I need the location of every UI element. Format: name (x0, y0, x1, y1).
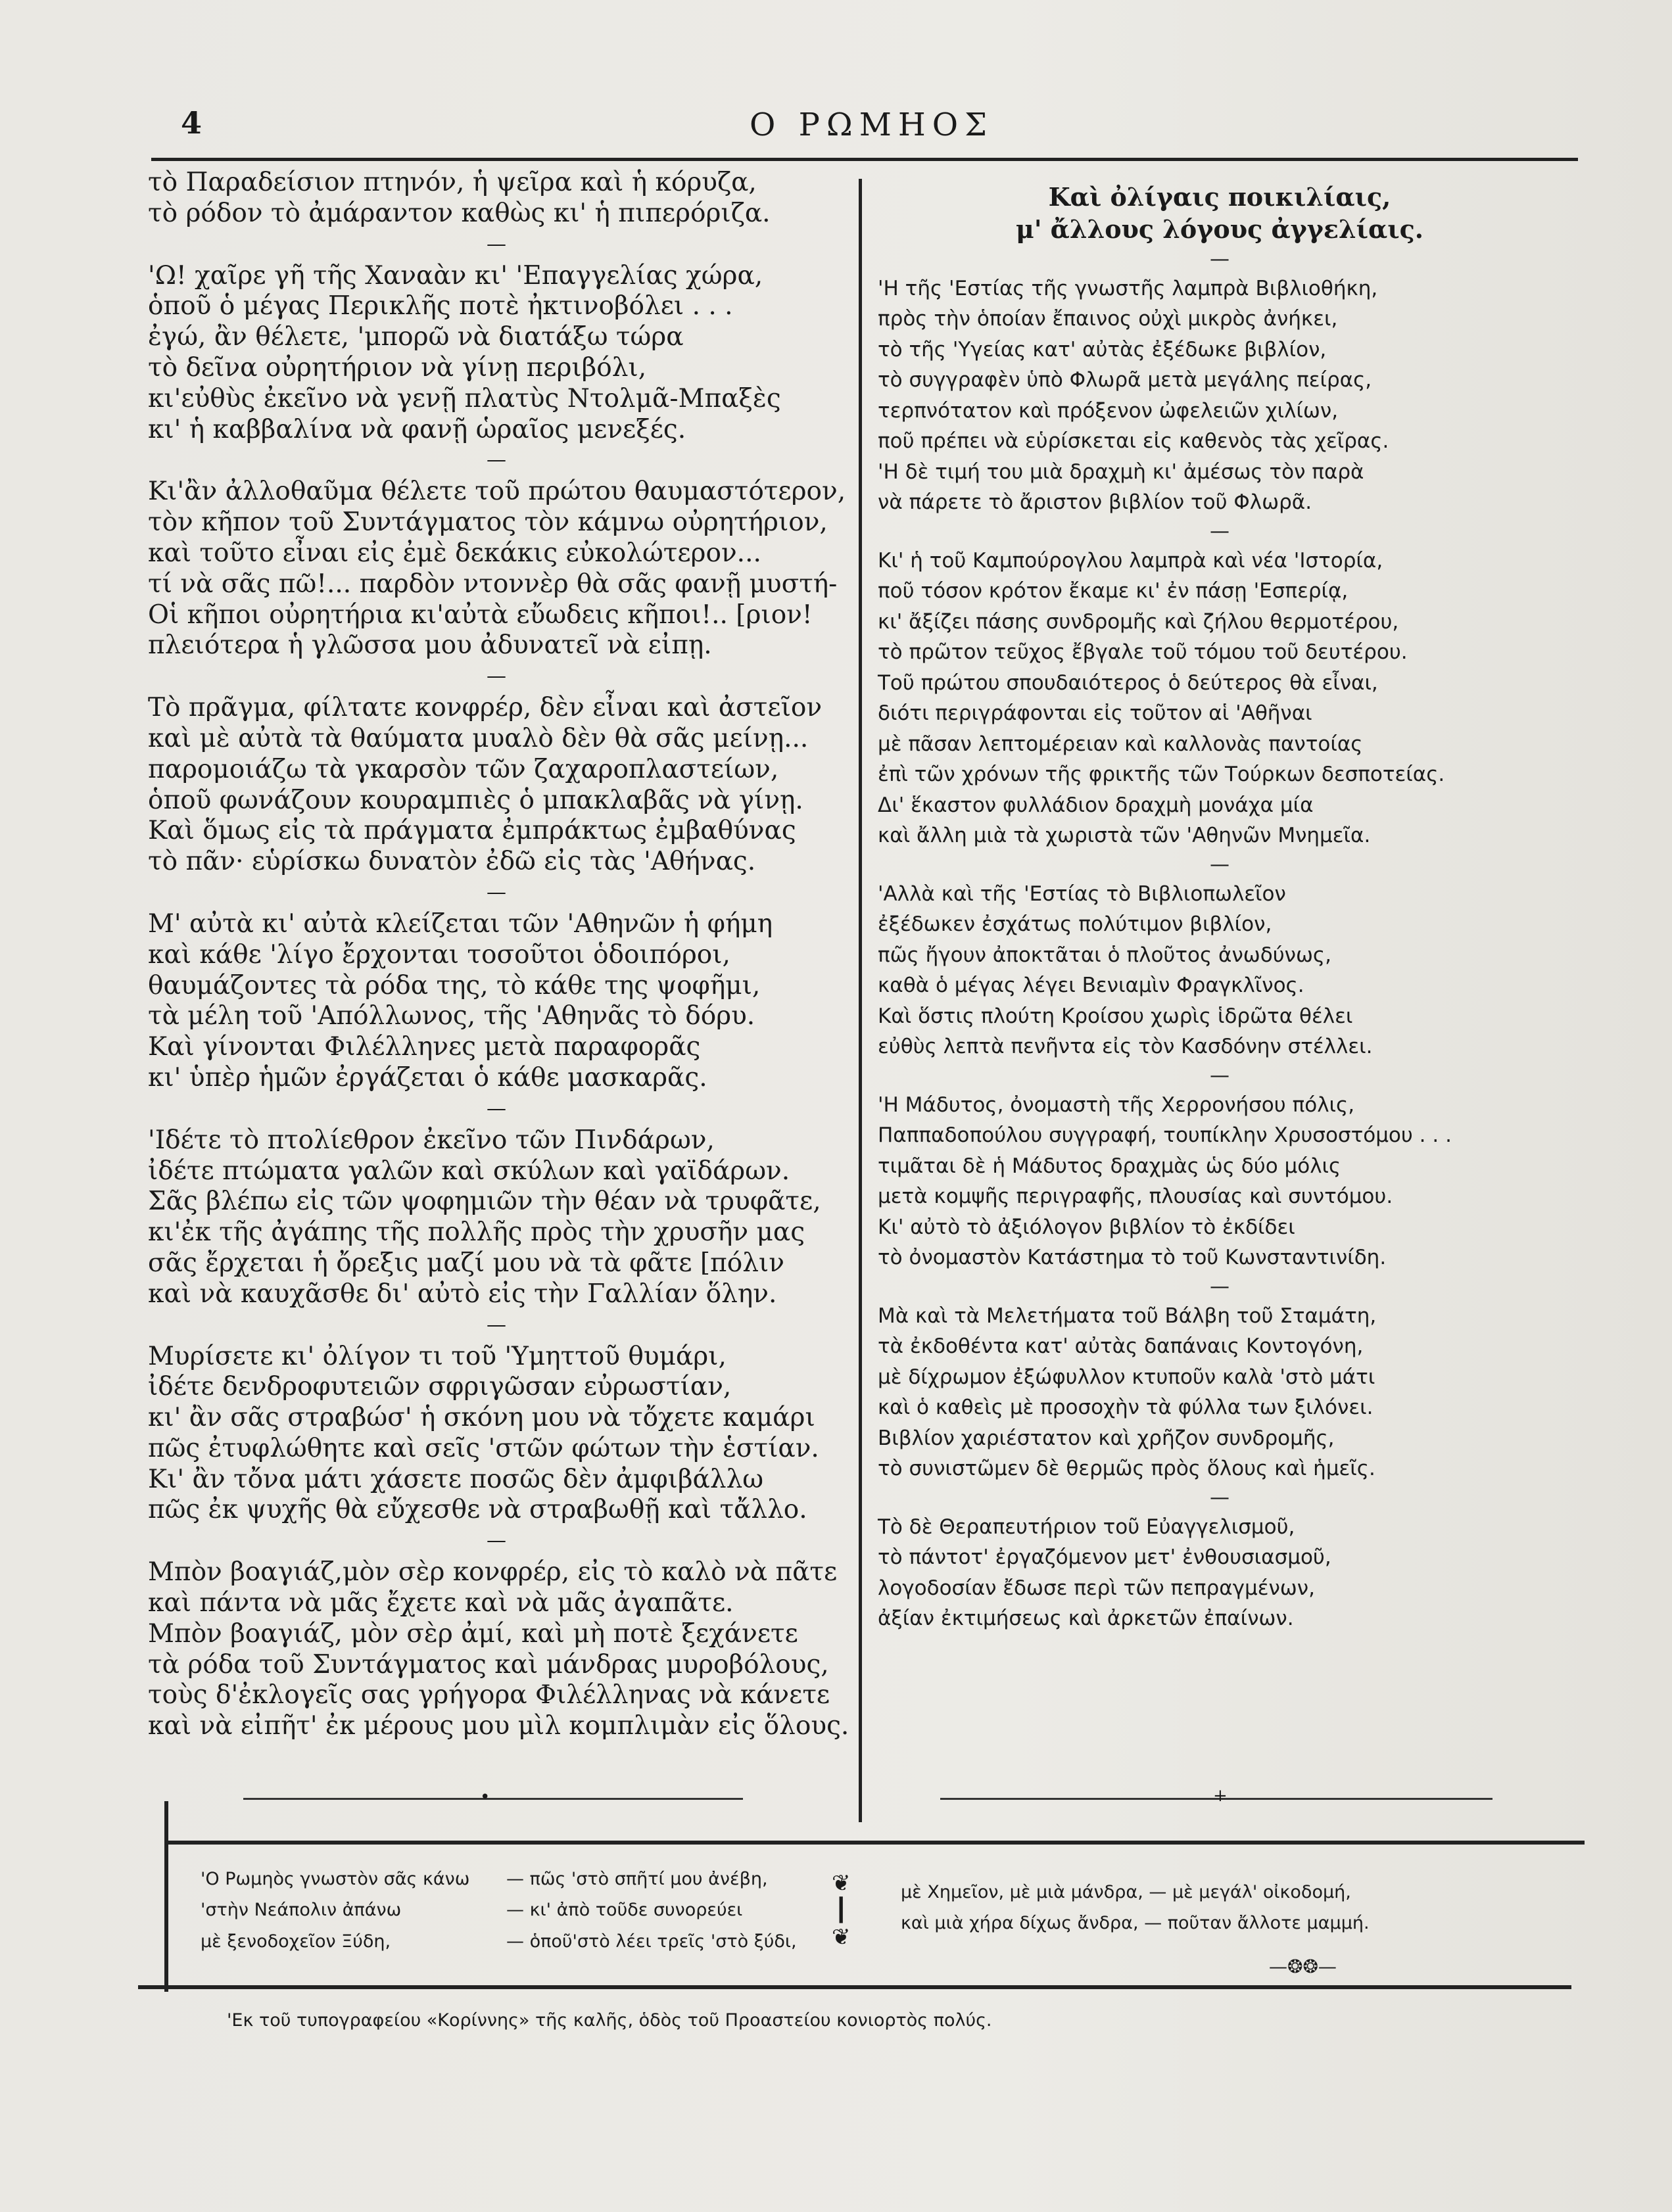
verse-line: καὶ κάθε 'λίγο ἔρχονται τοσοῦτοι ὁδοιπόροι, (148, 939, 730, 970)
stanza-separator: — (487, 665, 506, 688)
verse-line: καθὰ ὁ μέγας λέγει Βενιαμὶν Φραγκλῖνος. (878, 974, 1304, 998)
verse-line: τὸ πρῶτον τεῦχος ἔβγαλε τοῦ τόμου τοῦ δευτέρου. (878, 640, 1408, 665)
header-rule (151, 158, 1578, 161)
stanza-separator: — (1210, 1486, 1230, 1509)
stanza-separator: — (487, 880, 506, 904)
stanza (148, 1125, 845, 1310)
verse-line: τὸ ρόδον τὸ ἀμάραντον καθὼς κι' ἡ πιπερόριζα. (148, 198, 771, 228)
page-number: 4 (181, 105, 203, 141)
left-end-rule (243, 1798, 743, 1800)
stanza (878, 879, 1562, 1062)
verse-line: πῶς ἤγουν ἀποκτᾶται ὁ πλοῦτος ἀνωδύνως, (878, 943, 1331, 967)
verse-line: τὸ τῆς 'Υγείας κατ' αὐτὰς ἐξέδωκε βιβλίον, (878, 337, 1327, 362)
verse-line: 'Η δὲ τιμή του μιὰ δραχμὴ κι' ἀμέσως τὸν παρὰ (878, 459, 1364, 484)
verse-line: Δι' ἕκαστον φυλλάδιον δραχμὴ μονάχα μία (878, 793, 1314, 817)
column-divider (859, 179, 862, 1822)
stanza-separator: — (1210, 519, 1230, 543)
stanza (148, 477, 845, 661)
verse-line: πρὸς τὴν ὁποίαν ἔπαινος οὐχὶ μικρὸς ἀνήκει, (878, 307, 1338, 331)
stanza-separator: — (487, 232, 506, 256)
printer-imprint: 'Εκ τοῦ τυπογραφείου «Κορίννης» τῆς καλῆς, ὁδὸς τοῦ Προαστείου κονιορτὸς πολύς. (227, 2010, 992, 2031)
footer-ornament-icon: ❦ ┃ ❦ (832, 1870, 851, 1950)
footer-line: — πῶς 'στὸ σπῆτί μου ἀνέβη, (506, 1869, 768, 1889)
verse-line: 'Η τῆς 'Εστίας τῆς γνωστῆς λαμπρὰ Βιβλιοθήκη, (878, 276, 1378, 300)
verse-line: 'Η Μάδυτος, ὀνομαστὴ τῆς Χερρονήσου πόλις, (878, 1093, 1355, 1117)
verse-line: καὶ ὁ καθεὶς μὲ προσοχὴν τὰ φύλλα των ξιλόνει. (878, 1396, 1373, 1420)
stanza-separator: — (487, 1096, 506, 1120)
footer-line: μὲ ξενοδοχεῖον Ξύδη, (201, 1931, 391, 1952)
footer-verse-right (901, 1877, 1370, 1939)
stanza (148, 168, 845, 229)
verse-line: λογοδοσίαν ἔδωσε περὶ τῶν πεπραγμένων, (878, 1576, 1315, 1600)
verse-line: Βιβλίον χαριέστατον καὶ χρῆζον συνδρομῆς, (878, 1426, 1335, 1450)
verse-line: Μπὸν βοαγιάζ, μὸν σὲρ ἀμί, καὶ μὴ ποτὲ ξεχάνετε (148, 1618, 798, 1649)
verse-line: Καὶ ὅμως εἰς τὰ πράγματα ἐμπράκτως ἐμβαθύνας (148, 816, 796, 846)
verse-line: εὐθὺς λεπτὰ πενῆντα εἰς τὸν Κασδόνην στέλλει. (878, 1035, 1373, 1059)
verse-line: καὶ ἄλλη μιὰ τὰ χωριστὰ τῶν 'Αθηνῶν Μνημεῖα. (878, 824, 1371, 848)
footer-top-rule (164, 1841, 1585, 1845)
verse-line: ἰδέτε δενδροφυτειῶν σφριγῶσαν εὐρωστίαν, (148, 1372, 732, 1402)
verse-line: κι'εὐθὺς ἐκεῖνο νὰ γενῇ πλατὺς Ντολμᾶ-Μπαξὲς (148, 383, 781, 413)
verse-line: τὸ συνιστῶμεν δὲ θερμῶς πρὸς ὅλους καὶ ἡμεῖς. (878, 1457, 1375, 1481)
verse-line: κι' ἡ καββαλίνα νὰ φανῇ ὡραῖος μενεξές. (148, 414, 686, 444)
verse-line: Κι' αὐτὸ τὸ ἀξιόλογον βιβλίον τὸ ἐκδίδει (878, 1215, 1295, 1239)
verse-line: Κι'ἂν ἀλλοθαῦμα θέλετε τοῦ πρώτου θαυμαστότερον, (148, 477, 846, 507)
right-column-notices (878, 168, 1562, 1634)
stanza-separator: — (1210, 853, 1230, 876)
verse-line: σᾶς ἔρχεται ἡ ὄρεξις μαζί μου νὰ τὰ φᾶτε [πόλιν (148, 1248, 784, 1278)
verse-line: τὸ πᾶν· εὑρίσκω δυνατὸν ἐδῶ εἰς τὰς 'Αθήνας. (148, 847, 756, 877)
stanza (878, 546, 1562, 851)
footer-verse-left-a (201, 1864, 469, 1957)
verse-line: Τὸ δὲ Θεραπευτήριον τοῦ Εὐαγγελισμοῦ, (878, 1515, 1295, 1539)
footer-bottom-rule (138, 1985, 1571, 1989)
verse-line: Σᾶς βλέπω εἰς τῶν ψοφημιῶν τὴν θέαν νὰ τρυφᾶτε, (148, 1187, 821, 1217)
verse-line: μετὰ κομψῆς περιγραφῆς, πλουσίας καὶ συντόμου. (878, 1185, 1393, 1209)
verse-line: πῶς ἐκ ψυχῆς θὰ εὔχεσθε νὰ στραβωθῇ καὶ τἄλλο. (148, 1495, 807, 1525)
right-end-ornament: + (1213, 1786, 1228, 1806)
verse-line: πῶς ἐτυφλώθητε καὶ σεῖς 'στῶν φώτων τὴν ἑστίαν. (148, 1433, 819, 1463)
verse-line: τοὺς δ'ἐκλογεῖς σας γρήγορα Φιλέλληνας νὰ κάνετε (148, 1680, 830, 1710)
verse-line: Παππαδοπούλου συγγραφή, τουπίκλην Χρυσοστόμου . . . (878, 1123, 1452, 1148)
footer-box (164, 1841, 1585, 1979)
verse-line: κι' ἄξίζει πάσης συνδρομῆς καὶ ζήλου θερμοτέρου, (878, 609, 1399, 634)
stanza (878, 273, 1562, 518)
verse-line: ὁποῦ φωνάζουν κουραμπιὲς ὁ μπακλαβᾶς νὰ γίνῃ. (148, 785, 803, 815)
verse-line: 'Ω! χαῖρε γῆ τῆς Χαναὰν κι' 'Επαγγελίας χώρα, (148, 260, 763, 291)
stanza (148, 1342, 845, 1526)
stanza (148, 261, 845, 446)
stanza (148, 909, 845, 1094)
verse-line: ἰδέτε πτώματα γαλῶν καὶ σκύλων καὶ γαϊδάρων. (148, 1156, 790, 1186)
footer-verse-left-b (506, 1864, 797, 1957)
stanza-separator: — (487, 448, 506, 472)
verse-line: μὲ πᾶσαν λεπτομέρειαν καὶ καλλονὰς παντοίας (878, 732, 1363, 756)
stanza (878, 1301, 1562, 1484)
verse-line: καὶ νὰ εἰπῆτ' ἐκ μέρους μου μὶλ κομπλιμὰν εἰς ὅλους. (148, 1711, 849, 1741)
stanza (148, 1557, 849, 1742)
verse-line: Καὶ γίνονται Φιλέλληνες μετὰ παραφορᾶς (148, 1032, 701, 1062)
verse-line: Μ' αὐτὰ κι' αὐτὰ κλείζεται τῶν 'Αθηνῶν ἡ φήμη (148, 908, 773, 939)
verse-line: πλειότερα ἡ γλῶσσα μου ἀδυνατεῖ νὰ εἰπῃ. (148, 630, 712, 661)
verse-line: καὶ πάντα νὰ μᾶς ἔχετε καὶ νὰ μᾶς ἀγαπᾶτε. (148, 1588, 734, 1618)
footer-line: 'Ο Ρωμηὸς γνωστὸν σᾶς κάνω (201, 1869, 470, 1889)
section-title (878, 181, 1562, 246)
verse-line: ἐξέδωκεν ἐσχάτως πολύτιμον βιβλίον, (878, 912, 1272, 937)
footer-line: καὶ μιὰ χήρα δίχως ἄνδρα, — ποῦταν ἄλλοτε μαμμή. (901, 1913, 1370, 1934)
verse-line: παρομοιάζω τὰ γκαρσὸν τῶν ζαχαροπλαστείων, (148, 754, 779, 784)
verse-line: ἀξίαν ἐκτιμήσεως καὶ ἀρκετῶν ἐπαίνων. (878, 1607, 1294, 1631)
masthead-title: Ο ΡΩΜΗΟΣ (750, 106, 993, 143)
verse-line: Οἱ κῆποι οὐρητήρια κι'αὐτὰ εὔωδεις κῆποι!.. [ριον! (148, 600, 813, 630)
stanza (878, 1090, 1562, 1273)
verse-line: κι'ἐκ τῆς ἀγάπης τῆς πολλῆς πρὸς τὴν χρυσῆν μας (148, 1217, 805, 1248)
stanza-separator: — (1210, 1275, 1230, 1298)
verse-line: ἐγώ, ἂν θέλετε, 'μπορῶ νὰ διατάξω τώρα (148, 322, 684, 352)
verse-line: μὲ δίχρωμον ἐξώφυλλον κτυποῦν καλὰ 'στὸ μάτι (878, 1365, 1375, 1389)
footer-line: μὲ Χημεῖον, μὲ μιὰ μάνδρα, — μὲ μεγάλ' οἰκοδομή, (901, 1882, 1351, 1902)
verse-line: διότι περιγράφονται εἰς τοῦτον αἱ 'Αθῆναι (878, 701, 1312, 726)
verse-line: τὸν κῆπον τοῦ Συντάγματος τὸν κάμνω οὐρητήριον, (148, 507, 828, 538)
verse-line: τὰ ρόδα τοῦ Συντάγματος καὶ μάνδρας μυροβόλους, (148, 1649, 829, 1680)
verse-line: καὶ νὰ καυχᾶσθε δι' αὐτὸ εἰς τὴν Γαλλίαν ὅλην. (148, 1279, 777, 1309)
verse-line: Μὰ καὶ τὰ Μελετήματα τοῦ Βάλβη τοῦ Σταμάτη, (878, 1304, 1377, 1328)
verse-line: τί νὰ σᾶς πῶ!... παρδὸν ντοννὲρ θὰ σᾶς φανῇ μυστή- (148, 569, 838, 599)
verse-line: τιμᾶται δὲ ἡ Μάδυτος δραχμὰς ὡς δύο μόλις (878, 1154, 1341, 1178)
stanza (878, 1512, 1562, 1634)
left-column-poem (148, 168, 849, 1742)
stanza (148, 693, 845, 878)
footer-line: — κι' ἀπὸ τοῦδε συνορεύει (506, 1900, 743, 1921)
verse-line: καὶ μὲ αὐτὰ τὰ θαύματα μυαλὸ δὲν θὰ σᾶς μείνῃ... (148, 723, 809, 753)
verse-line: ποῦ τόσον κρότον ἔκαμε κι' ἐν πάσῃ 'Εσπερίᾳ, (878, 579, 1349, 603)
notices-list (878, 247, 1562, 1634)
verse-line: 'Αλλὰ καὶ τῆς 'Εστίας τὸ Βιβλιοπωλεῖον (878, 882, 1286, 906)
verse-line: τὸ πάντοτ' ἐργαζόμενον μετ' ἐνθουσιασμοῦ, (878, 1545, 1331, 1570)
verse-line: ὁποῦ ὁ μέγας Περικλῆς ποτὲ ἠκτινοβόλει . . . (148, 291, 733, 321)
verse-line: καὶ τοῦτο εἶναι εἰς ἐμὲ δεκάκις εὐκολώτερον... (148, 538, 761, 568)
verse-line: νὰ πάρετε τὸ ἄριστον βιβλίον τοῦ Φλωρᾶ. (878, 490, 1312, 515)
verse-line: ἐπὶ τῶν χρόνων τῆς φρικτῆς τῶν Τούρκων δεσποτείας. (878, 763, 1445, 787)
footer-flourish-icon: —❂❂— (1269, 1956, 1337, 1977)
stanza-separator: — (487, 1529, 506, 1553)
verse-line: Μυρίσετε κι' ὀλίγον τι τοῦ 'Υμηττοῦ θυμάρι, (148, 1341, 727, 1371)
verse-line: θαυμάζοντες τὰ ρόδα της, τὸ κάθε της ψοφῆμι, (148, 970, 761, 1000)
verse-line: τὸ ὀνομαστὸν Κατάστημα τὸ τοῦ Κωνσταντινίδη. (878, 1246, 1387, 1270)
verse-line: ποῦ πρέπει νὰ εὑρίσκεται εἰς καθενὸς τὰς χεῖρας. (878, 429, 1389, 454)
verse-line: Τὸ πρᾶγμα, φίλτατε κονφρέρ, δὲν εἶναι καὶ ἀστεῖον (148, 693, 823, 723)
left-end-ornament: • (480, 1787, 490, 1807)
stanza-separator: — (487, 1313, 506, 1336)
verse-line: τὸ συγγραφὲν ὑπὸ Φλωρᾶ μετὰ μεγάλης πείρας, (878, 368, 1372, 392)
verse-line: Κι' ἂν τὄνα μάτι χάσετε ποσῶς δὲν ἀμφιβάλλω (148, 1464, 764, 1494)
footer-left-bar (164, 1801, 168, 1992)
stanza-separator: — (1210, 247, 1230, 271)
verse-line: τὰ ἐκδοθέντα κατ' αὐτὰς δαπάναις Κοντογόνη, (878, 1334, 1364, 1359)
verse-line: 'Ιδέτε τὸ πτολίεθρον ἐκεῖνο τῶν Πινδάρων, (148, 1125, 715, 1155)
verse-line: Τοῦ πρώτου σπουδαιότερος ὁ δεύτερος θὰ εἶναι, (878, 671, 1378, 695)
verse-line: κι' ὑπὲρ ἡμῶν ἐργάζεται ὁ κάθε μασκαρᾶς. (148, 1062, 707, 1093)
section-title-line: Καὶ ὀλίγαις ποικιλίαις, (1048, 182, 1391, 212)
verse-line: τὰ μέλη τοῦ 'Απόλλωνος, τῆς 'Αθηνᾶς τὸ δόρυ. (148, 1001, 755, 1031)
verse-line: Κι' ἡ τοῦ Καμπούρογλου λαμπρὰ καὶ νέα 'Ιστορία, (878, 548, 1383, 573)
verse-line: Μπὸν βοαγιάζ,μὸν σὲρ κονφρέρ, εἰς τὸ καλὸ νὰ πᾶτε (148, 1557, 838, 1588)
verse-line: τὸ δεῖνα οὐρητήριον νὰ γίνῃ περιβόλι, (148, 352, 647, 383)
stanza-separator: — (1210, 1064, 1230, 1087)
verse-line: τερπνότατον καὶ πρόξενον ὠφελειῶν χιλίων, (878, 398, 1339, 423)
verse-line: κι' ἂν σᾶς στραβώσ' ἡ σκόνη μου νὰ τὄχετε καμάρι (148, 1403, 815, 1433)
footer-line: — ὁποῦ'στὸ λέει τρεῖς 'στὸ ξύδι, (506, 1931, 797, 1952)
verse-line: τὸ Παραδείσιον πτηνόν, ἡ ψεῖρα καὶ ἡ κόρυζα, (148, 168, 757, 197)
footer-line: 'στὴν Νεάπολιν ἀπάνω (201, 1900, 402, 1921)
section-title-line: μ' ἄλλους λόγους ἀγγελίαις. (1016, 214, 1423, 245)
verse-line: Καὶ ὅστις πλούτη Κροίσου χωρὶς ἱδρῶτα θέλει (878, 1004, 1353, 1028)
